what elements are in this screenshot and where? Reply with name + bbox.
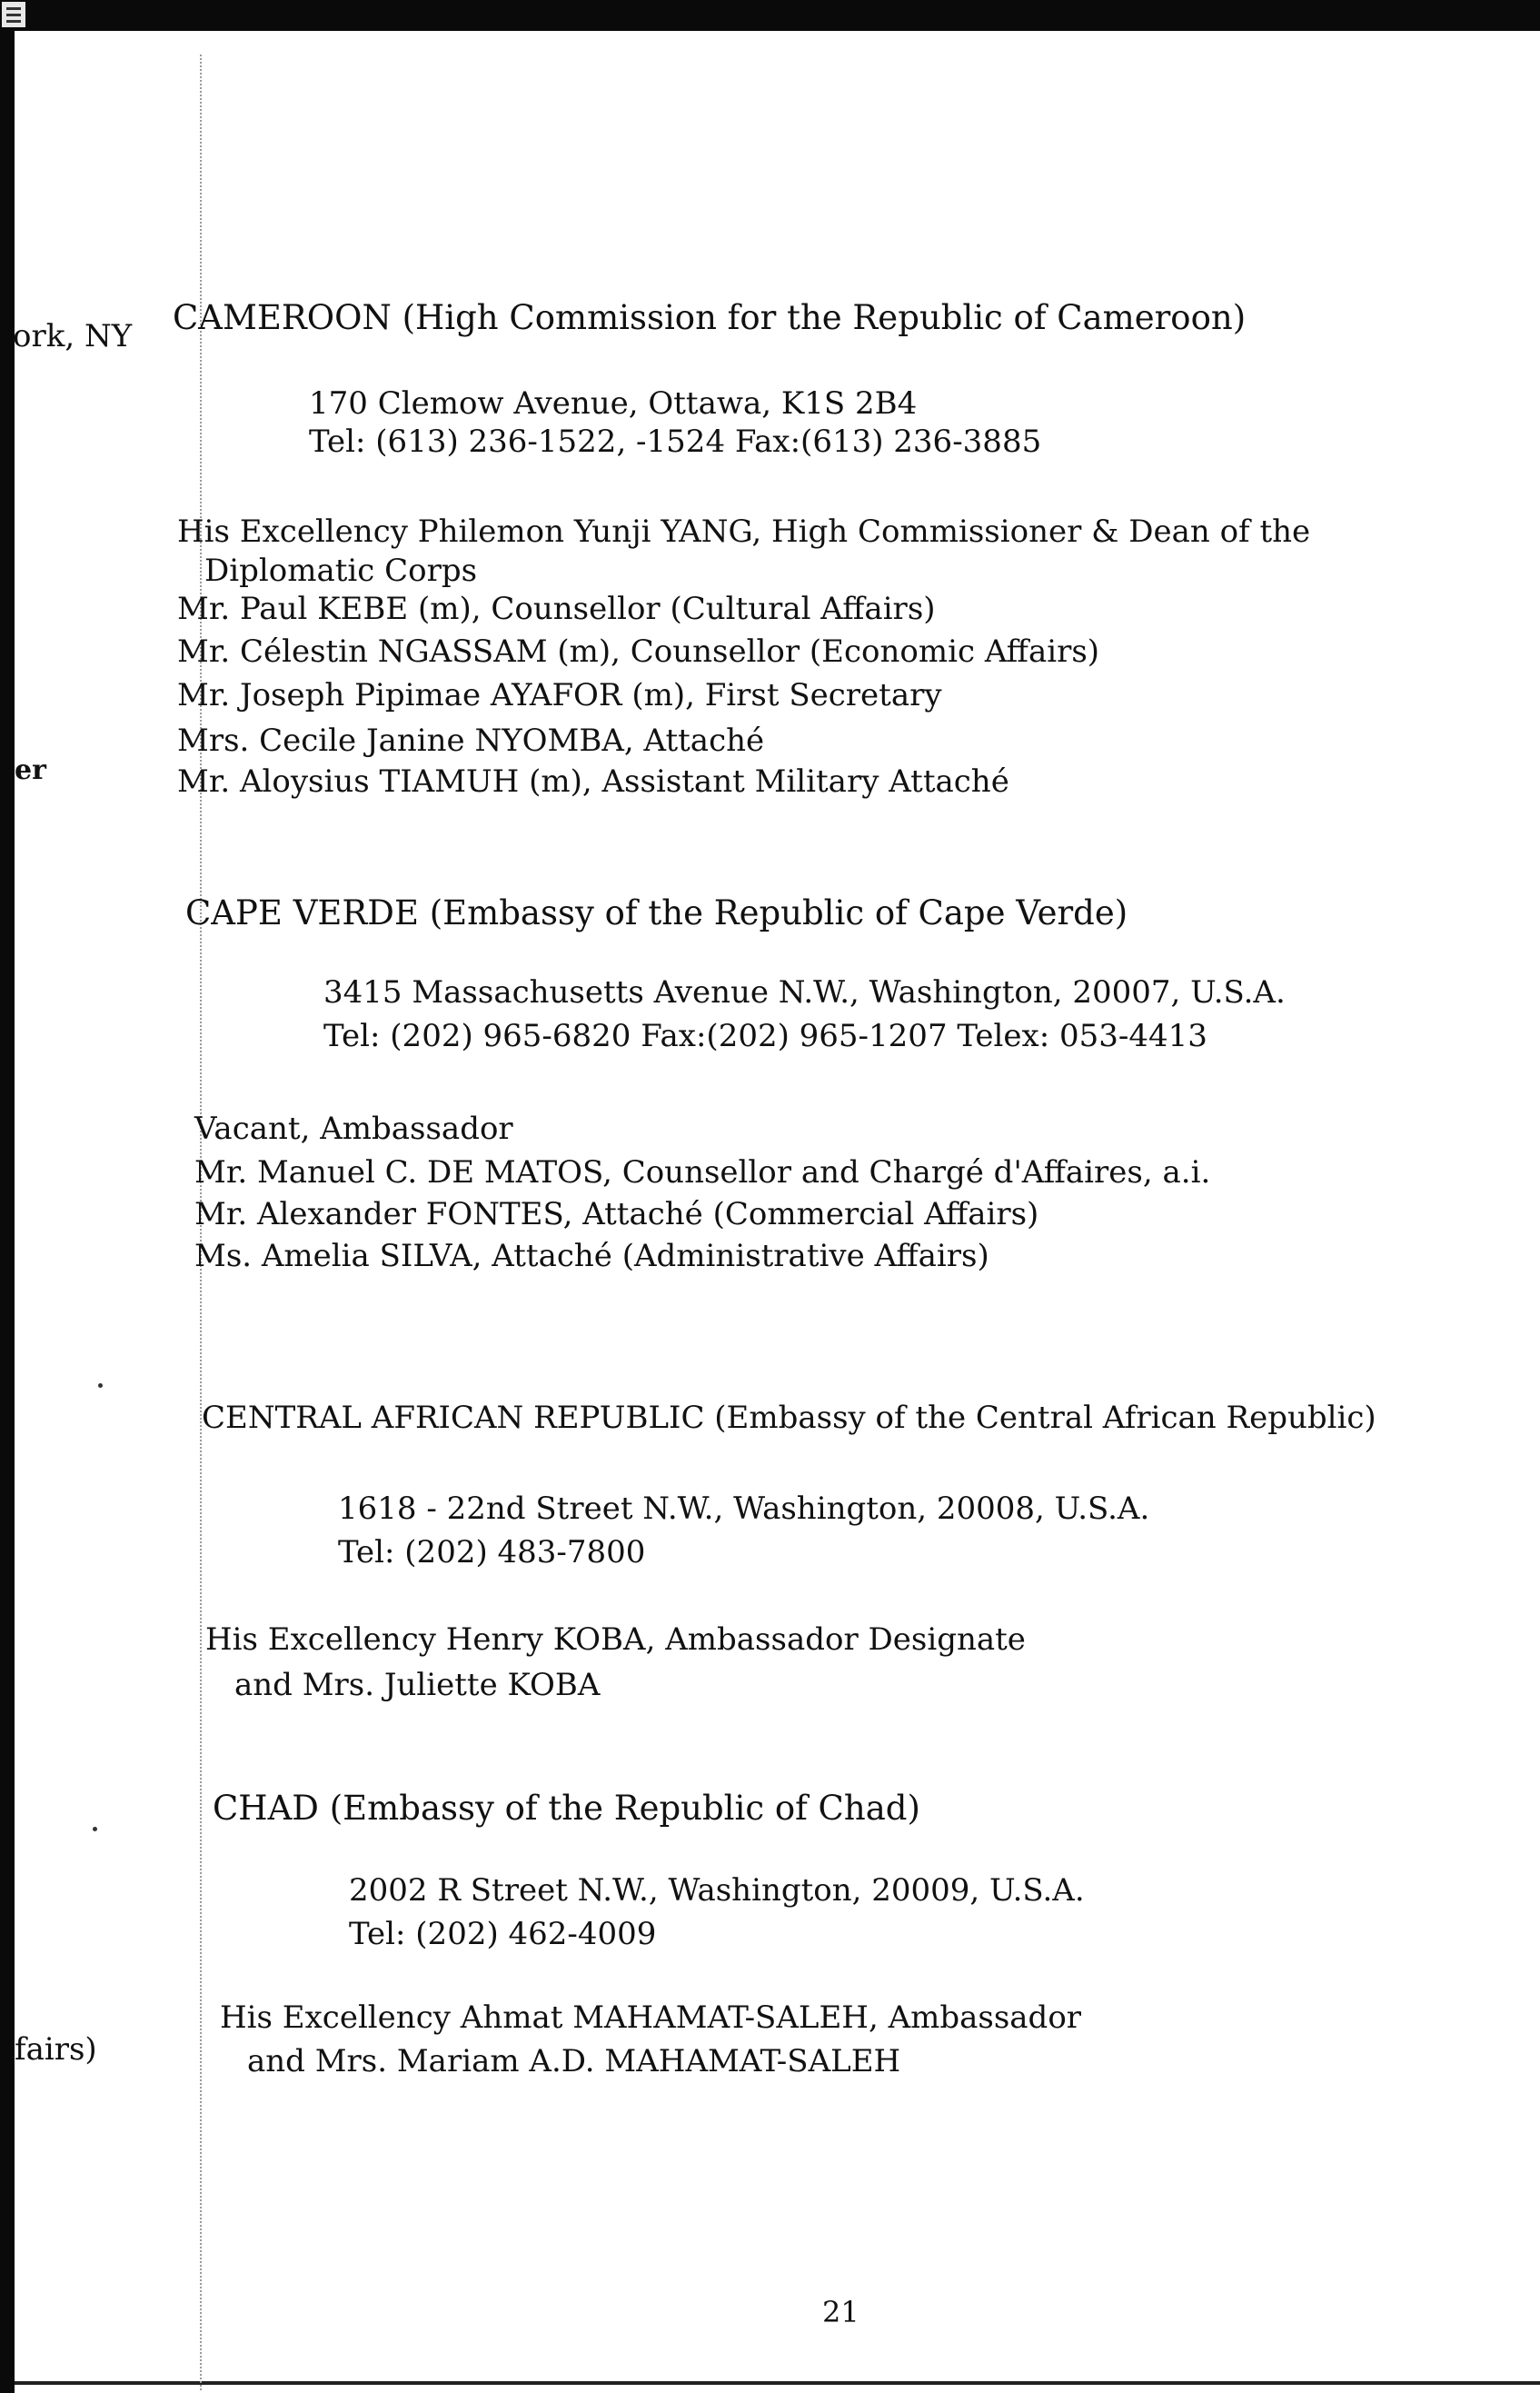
staff-line: Mrs. Cecile Janine NYOMBA, Attaché: [177, 723, 765, 759]
staff-line: Mr. Alexander FONTES, Attaché (Commercial Affairs): [194, 1196, 1039, 1232]
phone-line: Tel: (202) 462-4009: [349, 1916, 657, 1952]
staff-line: Mr. Manuel C. DE MATOS, Counsellor and Chargé d'Affaires, a.i.: [194, 1154, 1211, 1191]
page-number: 21: [822, 2295, 859, 2329]
country-heading: CHAD (Embassy of the Republic of Chad): [213, 1789, 920, 1828]
staff-line: His Excellency Philemon Yunji YANG, High Commissioner & Dean of the: [177, 513, 1311, 550]
staff-line: and Mrs. Juliette KOBA: [234, 1667, 601, 1703]
staff-line: and Mrs. Mariam A.D. MAHAMAT-SALEH: [247, 2043, 901, 2079]
staff-line: Mr. Célestin NGASSAM (m), Counsellor (Economic Affairs): [177, 633, 1100, 670]
margin-fragment-er: er: [15, 754, 46, 786]
scan-left-border: [0, 0, 15, 2393]
margin-fragment-york: ork, NY: [13, 318, 133, 354]
phone-line: Tel: (202) 483-7800: [338, 1534, 646, 1570]
country-heading: CAPE VERDE (Embassy of the Republic of Cape Verde): [185, 893, 1128, 932]
staff-line: Ms. Amelia SILVA, Attaché (Administrative Affairs): [194, 1238, 989, 1274]
staff-line: Mr. Joseph Pipimae AYAFOR (m), First Secretary: [177, 677, 942, 713]
country-heading: CENTRAL AFRICAN REPUBLIC (Embassy of the Central African Republic): [202, 1400, 1376, 1436]
scan-bottom-border: [15, 2381, 1540, 2385]
address-line: 170 Clemow Avenue, Ottawa, K1S 2B4: [309, 385, 918, 422]
margin-fragment-fairs: fairs): [15, 2031, 97, 2068]
staff-line: Diplomatic Corps: [204, 553, 478, 589]
scan-speck: [98, 1383, 103, 1388]
staff-line: Vacant, Ambassador: [194, 1111, 513, 1147]
phone-line: Tel: (613) 236-1522, -1524 Fax:(613) 236-3885: [309, 424, 1042, 460]
staff-line: Mr. Paul KEBE (m), Counsellor (Cultural Affairs): [177, 591, 936, 627]
address-line: 2002 R Street N.W., Washington, 20009, U.S.A.: [349, 1872, 1085, 1909]
staff-line: Mr. Aloysius TIAMUH (m), Assistant Military Attaché: [177, 763, 1009, 800]
staff-line: His Excellency Henry KOBA, Ambassador Designate: [205, 1621, 1026, 1658]
phone-line: Tel: (202) 965-6820 Fax:(202) 965-1207 Telex: 053-4413: [323, 1018, 1207, 1054]
scan-top-border: [0, 0, 1540, 31]
scan-corner-mark: [2, 2, 25, 27]
staff-line: His Excellency Ahmat MAHAMAT-SALEH, Ambassador: [220, 1999, 1082, 2036]
scan-speck: [93, 1827, 97, 1831]
address-line: 3415 Massachusetts Avenue N.W., Washington, 20007, U.S.A.: [323, 974, 1286, 1011]
country-heading: CAMEROON (High Commission for the Republic of Cameroon): [173, 298, 1247, 337]
address-line: 1618 - 22nd Street N.W., Washington, 20008, U.S.A.: [338, 1491, 1150, 1527]
